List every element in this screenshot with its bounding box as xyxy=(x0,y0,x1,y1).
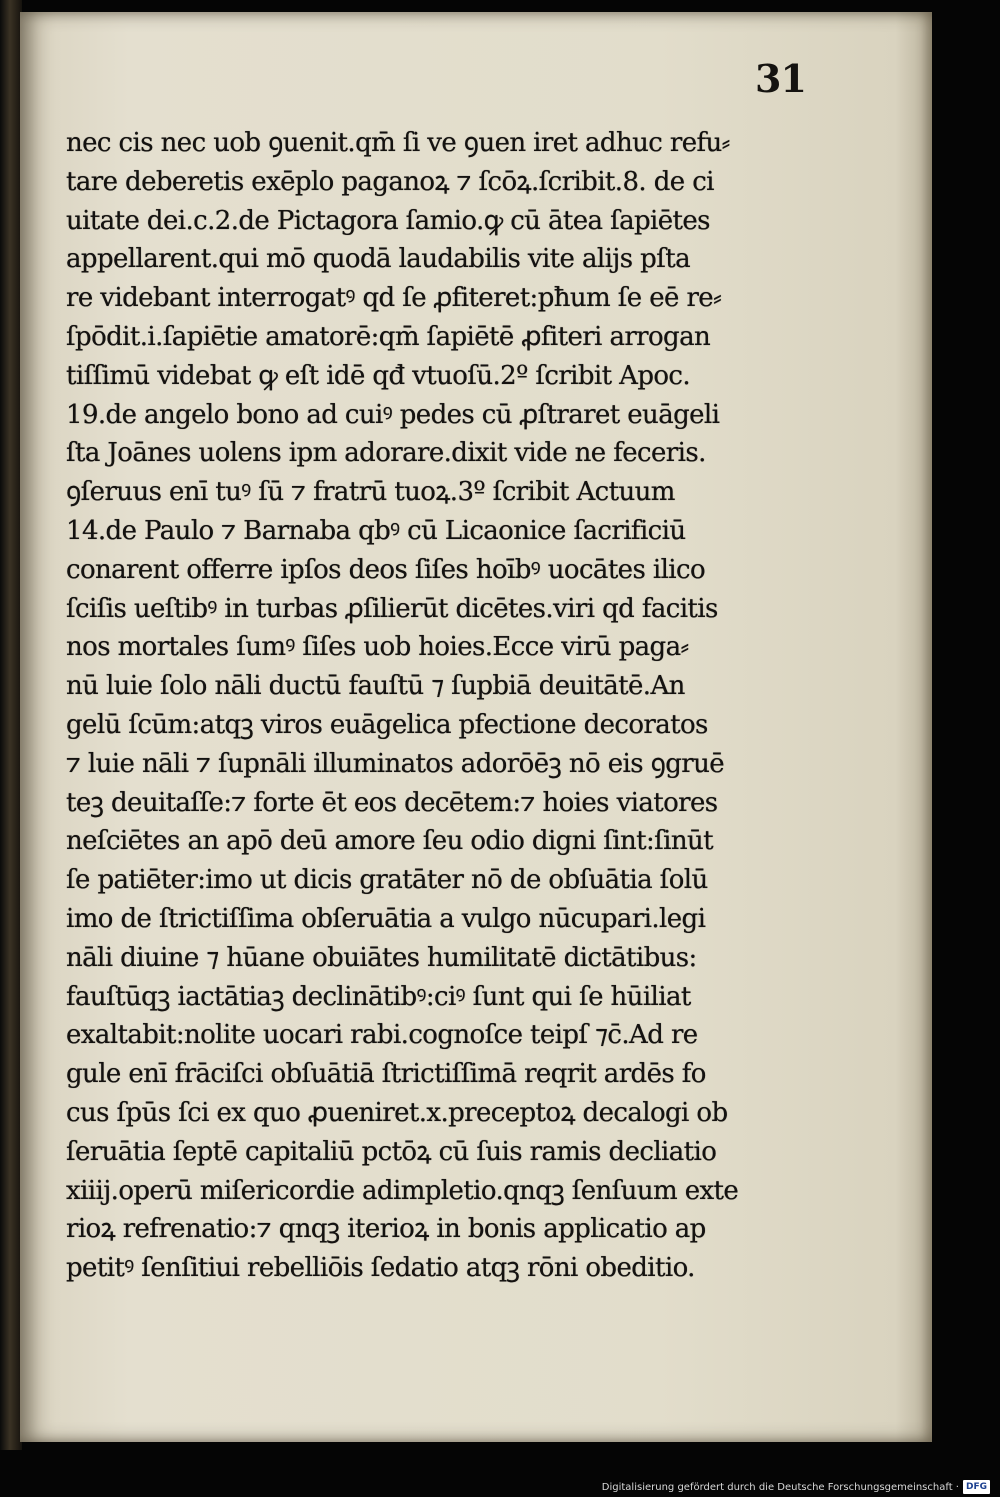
text-line: tare deberetis exēplo paganoꝝ ⁊ ſcōꝝ.ſcribit.8. de ci xyxy=(66,166,714,197)
book-page xyxy=(20,12,932,1442)
text-line: nāli diuine ⁊ hūane obuiātes humilitatē dictātibus: xyxy=(66,942,697,973)
text-line: ⁊ luie nāli ⁊ ſupnāli illuminatos adorōēꝫ nō eis ꝯgruē xyxy=(66,748,725,779)
text-line: rioꝝ refrenatio:⁊ qnqꝫ iterioꝝ in bonis applicatio ap xyxy=(66,1214,706,1245)
funding-notice: Digitalisierung gefördert durch die Deutsche Forschungsgemeinschaft · xyxy=(601,1481,959,1493)
text-line: appellarent.qui mō quodā laudabilis vite alijs pſta xyxy=(66,244,690,275)
text-line: ſpōdit.i.ſapiētie amatorē:qm̄ ſapiētē ꝓfiteri arrogan xyxy=(66,321,711,352)
text-line: teꝫ deuitaſſe:⁊ forte ēt eos decētem:⁊ hoies viatores xyxy=(66,787,718,818)
text-line: gule enī frāciſci obſuātiā ſtrictiſſimā reqrit ardēs fo xyxy=(66,1059,706,1090)
page-number: 31 xyxy=(755,56,806,101)
text-line: petitꝰ ſenſitiui rebelliōis ſedatio atqꝫ rōni obeditio. xyxy=(66,1253,695,1284)
text-line: neſciētes an apō deū amore ſeu odio digni ſint:ſinūt xyxy=(66,826,714,857)
text-line: tiſſimū videbat ꝙ eſt idē qđ vtuoſū.2º ſcribit Apoc. xyxy=(66,360,691,391)
text-line: fauſtūqꝫ iactātiaꝫ declinātibꝰ:ciꝰ ſunt qui ſe hūiliat xyxy=(66,981,691,1012)
book-spine-edge xyxy=(0,0,22,1450)
text-line: cus ſpūs ſci ex quo ꝓueniret.x.preceptoꝝ decalogi ob xyxy=(66,1097,728,1128)
text-line: imo de ſtrictiſſima obſeruātia a vulgo nūcupari.legi xyxy=(66,903,706,934)
text-line: gelū ſcūm:atqꝫ viros euāgelica pfectione decoratos xyxy=(66,709,708,740)
text-line: 19.de angelo bono ad cuiꝰ pedes cū ꝓſtraret euāgeli xyxy=(66,399,720,430)
text-line: ſeruātia ſeptē capitaliū pctōꝝ cū ſuis ramis decliatio xyxy=(66,1136,717,1167)
text-line: uitate dei.c.2.de Pictagora ſamio.ꝙ cū ātea ſapiētes xyxy=(66,205,710,236)
text-block xyxy=(66,124,846,1288)
text-line: re videbant interrogatꝰ qd ſe ꝓfiteret:pħum ſe eē re⸗ xyxy=(66,283,722,314)
text-line: ſe patiēter:imo ut dicis gratāter nō de obſuātia ſolū xyxy=(66,865,708,896)
text-line: ſciſis ueſtibꝰ in turbas ꝓſilierūt dicētes.viri qd facitis xyxy=(66,593,718,624)
text-line: xiiij.operū miſericordie adimpletio.qnqꝫ ſenſuum exte xyxy=(66,1175,739,1206)
text-line: ſta Joānes uolens ipm adorare.dixit vide ne feceris. xyxy=(66,438,706,469)
text-line: ꝯſeruus enī tuꝰ ſū ⁊ fratrū tuoꝝ.3º ſcribit Actuum xyxy=(66,477,675,508)
funding-footer xyxy=(602,1479,990,1495)
text-line: conarent offerre ipſos deos ſiſes hoībꝰ uocātes ilico xyxy=(66,554,706,585)
dfg-logo: DFG xyxy=(963,1480,990,1494)
text-line: exaltabit:nolite uocari rabi.cognoſce teipſ ⁊c̄.Ad re xyxy=(66,1020,698,1051)
text-line: 14.de Paulo ⁊ Barnaba qbꝰ cū Licaonice ſacrificiū xyxy=(66,515,686,546)
text-line: nos mortales ſumꝰ ſiſes uob hoies.Ecce virū paga⸗ xyxy=(66,632,689,663)
text-line: nec cis nec uob ꝯuenit.qm̄ ſi ve ꝯuen iret adhuc refu⸗ xyxy=(66,128,730,158)
text-line: nū luie ſolo nāli ductū fauſtū ⁊ ſupbiā deuitātē.An xyxy=(66,671,685,702)
